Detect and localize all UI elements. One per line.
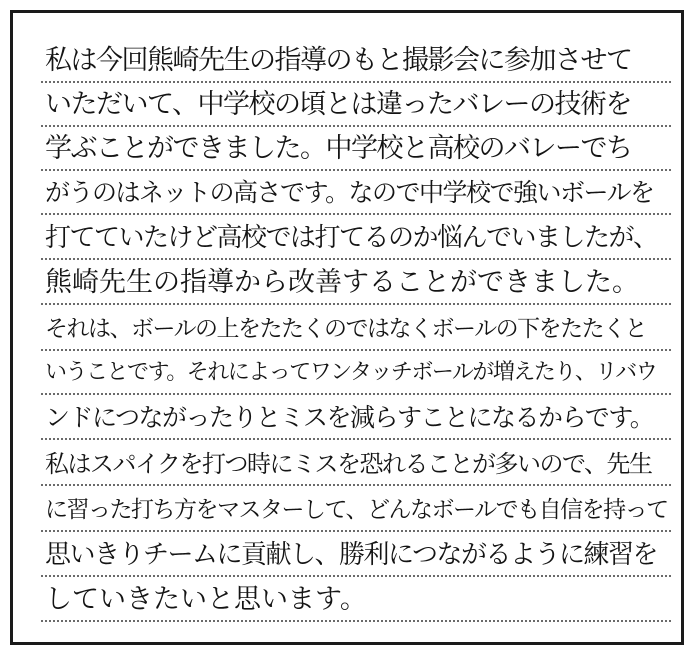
text-line bbox=[41, 535, 671, 577]
text-line bbox=[41, 444, 671, 486]
line-text: していきたいと思います。 bbox=[45, 584, 367, 615]
text-line bbox=[41, 263, 671, 305]
line-text: に習った打ち方をマスターして、どんなボールでも自信を持って bbox=[45, 497, 668, 523]
text-line bbox=[41, 309, 671, 351]
text-line bbox=[41, 490, 671, 532]
text-line bbox=[41, 218, 671, 260]
text-line bbox=[41, 173, 671, 215]
text-line bbox=[41, 85, 671, 127]
text-line bbox=[41, 398, 671, 440]
line-text: 私はスパイクを打つ時にミスを恐れることが多いので、先生 bbox=[45, 450, 652, 478]
line-text: 学ぶことができました。中学校と高校のバレーでち bbox=[45, 133, 632, 164]
line-text: がうのはネットの高さです。なので中学校で強いボールを bbox=[45, 178, 654, 207]
text-line bbox=[41, 41, 671, 83]
line-text: いただいて、中学校の頃とは違ったバレーの技術を bbox=[45, 89, 631, 120]
text-line bbox=[41, 353, 671, 395]
line-text: 思いきりチームに貢献し、勝利につながるように練習を bbox=[45, 540, 657, 570]
line-text: 私は今回熊崎先生の指導のもと撮影会に参加させて bbox=[45, 45, 632, 76]
handwritten-essay-sheet bbox=[10, 10, 684, 645]
ruled-lines bbox=[13, 13, 681, 642]
text-line bbox=[41, 129, 671, 171]
line-text: それは、ボールの上をたたくのではなくボールの下をたたくと bbox=[45, 316, 647, 342]
line-text: 打てていたけど高校では打てるのか悩んでいましたが、 bbox=[45, 223, 658, 253]
text-line bbox=[41, 580, 671, 622]
line-text: ンドにつながったりとミスを減らすことになるからです。 bbox=[45, 403, 654, 432]
line-text: いうことです。それによってワンタッチボールが増えたり、リバウ bbox=[45, 360, 657, 385]
line-text: 熊崎先生の指導から改善することができました。 bbox=[45, 267, 639, 298]
